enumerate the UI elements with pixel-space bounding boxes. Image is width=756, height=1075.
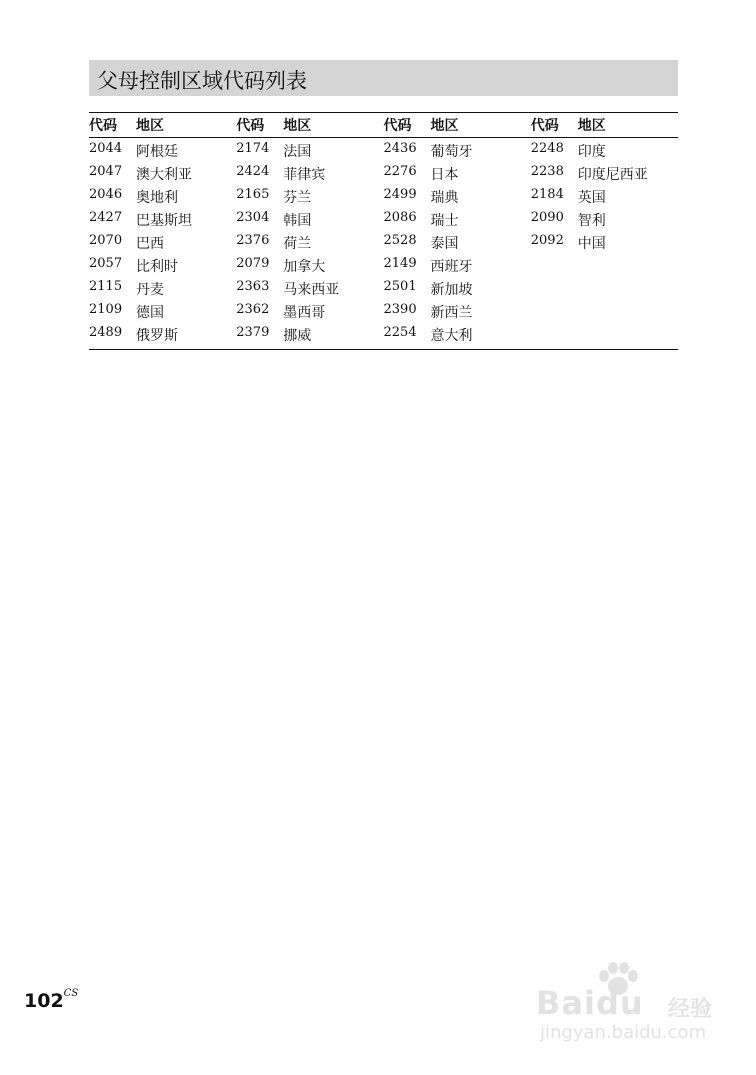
header-code: 代码: [236, 118, 265, 134]
cell-region: 阿根廷: [136, 143, 178, 160]
table-row: [89, 324, 678, 347]
cell-region: 意大利: [430, 328, 473, 345]
cell-code: 2390: [383, 302, 417, 318]
header-region: 地区: [577, 118, 606, 134]
table-row: [89, 162, 678, 185]
table-header-row: [89, 113, 678, 138]
cell-code: 2115: [89, 279, 123, 295]
cell-code: 2489: [89, 325, 123, 341]
cell-region: 丹麦: [136, 282, 164, 299]
cell-region: 西班牙: [430, 259, 473, 276]
cell-region: 英国: [577, 189, 606, 206]
cell-region: 新加坡: [430, 282, 473, 299]
cell-code: 2427: [89, 209, 123, 225]
header-region: 地区: [430, 118, 459, 134]
cell-code: 2254: [383, 325, 417, 341]
cell-code: 2363: [236, 279, 270, 295]
header-code: 代码: [383, 118, 412, 134]
cell-region: 葡萄牙: [430, 143, 473, 160]
cell-code: 2047: [89, 163, 123, 179]
cell-region: 中国: [577, 235, 606, 252]
cell-code: 2379: [236, 325, 270, 341]
cell-code: 2057: [89, 256, 123, 272]
cell-region: 泰国: [430, 235, 459, 252]
cell-region: 墨西哥: [283, 305, 326, 322]
cell-region: 马来西亚: [283, 282, 340, 299]
cell-region: 巴基斯坦: [136, 212, 192, 229]
cell-code: 2079: [236, 256, 270, 272]
table-body: [89, 138, 678, 349]
cell-code: 2499: [383, 186, 417, 202]
cell-code: 2362: [236, 302, 270, 318]
watermark-url: jingyan.baidu.com: [540, 1022, 707, 1043]
table-row: [89, 231, 678, 254]
cell-region: 智利: [577, 212, 606, 229]
header-code: 代码: [530, 118, 559, 134]
cell-region: 比利时: [136, 259, 178, 276]
table-row: [89, 139, 678, 162]
cell-region: 菲律宾: [283, 166, 326, 183]
table-row: [89, 301, 678, 324]
page-number-value: 102: [24, 990, 64, 1012]
header-region: 地区: [283, 118, 312, 134]
cell-code: 2044: [89, 140, 123, 156]
cell-region: 印度尼西亚: [577, 166, 648, 183]
cell-region: 法国: [283, 143, 312, 160]
table-row: [89, 185, 678, 208]
region-code-table: [89, 112, 678, 350]
watermark-logo: Baidu: [536, 984, 644, 1022]
page-number: [24, 990, 78, 1012]
cell-code: 2276: [383, 163, 417, 179]
cell-region: 挪威: [283, 328, 312, 345]
section-title-bar: [89, 60, 678, 96]
cell-region: 巴西: [136, 235, 164, 252]
cell-code: 2248: [530, 140, 564, 156]
table-row: [89, 254, 678, 277]
cell-region: 韩国: [283, 212, 312, 229]
cell-code: 2046: [89, 186, 123, 202]
cell-code: 2528: [383, 232, 417, 248]
table-row: [89, 278, 678, 301]
cell-region: 印度: [577, 143, 606, 160]
cell-region: 芬兰: [283, 189, 312, 206]
cell-code: 2424: [236, 163, 270, 179]
cell-code: 2070: [89, 232, 123, 248]
section-title: 父母控制区域代码列表: [97, 69, 307, 93]
cell-code: 2149: [383, 256, 417, 272]
header-code: 代码: [89, 118, 117, 134]
table-row: [89, 208, 678, 231]
cell-region: 瑞士: [430, 212, 459, 229]
cell-region: 俄罗斯: [136, 328, 178, 345]
cell-region: 新西兰: [430, 305, 473, 322]
cell-region: 瑞典: [430, 189, 459, 206]
cell-code: 2304: [236, 209, 270, 225]
cell-region: 加拿大: [283, 259, 326, 276]
header-region: 地区: [136, 118, 164, 134]
cell-code: 2501: [383, 279, 417, 295]
cell-code: 2092: [530, 232, 564, 248]
cell-region: 德国: [136, 305, 164, 322]
watermark-sub: 经验: [668, 997, 713, 1022]
cell-code: 2174: [236, 140, 270, 156]
cell-region: 奥地利: [136, 189, 178, 206]
baidu-watermark: [536, 962, 716, 1052]
cell-region: 日本: [430, 166, 459, 183]
cell-code: 2090: [530, 209, 564, 225]
cell-code: 2184: [530, 186, 564, 202]
cell-region: 澳大利亚: [136, 166, 192, 183]
cell-region: 荷兰: [283, 235, 312, 252]
page-language-suffix: CS: [63, 988, 79, 999]
cell-code: 2165: [236, 186, 270, 202]
cell-code: 2238: [530, 163, 564, 179]
cell-code: 2086: [383, 209, 417, 225]
cell-code: 2109: [89, 302, 123, 318]
cell-code: 2376: [236, 232, 270, 248]
cell-code: 2436: [383, 140, 417, 156]
